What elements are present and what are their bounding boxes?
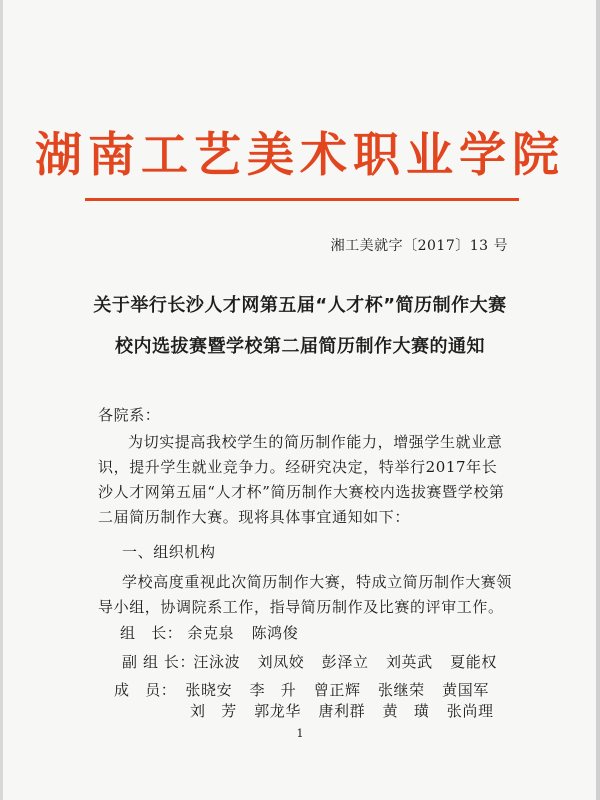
members-row-continued <box>190 700 506 721</box>
leader-label: 组 长： <box>120 624 183 642</box>
document-number: 湘工美就字〔2017〕13 号 <box>330 238 508 254</box>
member-name: 黄 璜 <box>382 702 430 720</box>
deputy-name: 汪泳波 <box>193 653 241 671</box>
deputy-name: 刘英武 <box>385 653 433 671</box>
member-name: 黄国军 <box>442 681 489 699</box>
notice-title-line-1: 关于举行长沙人才网第五届“人才杯”简历制作大赛 <box>93 295 507 316</box>
members-label: 成 员： <box>114 681 177 699</box>
member-name: 曾正辉 <box>313 681 361 699</box>
member-name: 唐利群 <box>318 702 366 720</box>
salutation: 各院系： <box>98 406 161 424</box>
page-number: 1 <box>296 727 304 740</box>
leader-name: 余克泉 <box>187 624 235 642</box>
member-name: 张尚理 <box>446 702 494 720</box>
intro-paragraph: 为切实提高我校学生的简历制作能力，增强学生就业意识，提升学生就业竞争力。经研究决定，特举行2017年长沙人才网第五届“人才杯”简历制作大赛校内选拔赛暨学校第二届简历制作大赛。现将具体事宜通知如下： <box>98 433 505 526</box>
member-name: 刘 芳 <box>190 702 237 720</box>
institution-header: 湖南工艺美术职业学院 <box>35 128 565 183</box>
leader-name: 陈鸿俊 <box>251 624 299 642</box>
deputy-name: 刘凤姣 <box>257 653 305 671</box>
member-name: 李 升 <box>249 681 297 699</box>
deputy-label: 副 组 长： <box>122 653 196 671</box>
member-name: 郭龙华 <box>254 702 301 720</box>
organization-paragraph: 学校高度重视此次简历制作大赛，特成立简历制作大赛领导小组，协调院系工作，指导简历制作及比赛的评审工作。 <box>98 573 513 616</box>
deputy-name: 彭泽立 <box>321 653 369 671</box>
header-red-rule <box>85 198 519 201</box>
deputy-name: 夏能权 <box>450 653 497 671</box>
section-heading-organization: 一、组织机构 <box>122 543 216 561</box>
member-name: 张继荣 <box>377 681 425 699</box>
leader-row <box>120 622 310 643</box>
deputy-row <box>122 651 509 672</box>
notice-title-line-2: 校内选拔赛暨学校第二届简历制作大赛的通知 <box>115 336 485 357</box>
member-name: 张晓安 <box>185 681 233 699</box>
members-row <box>114 679 501 700</box>
